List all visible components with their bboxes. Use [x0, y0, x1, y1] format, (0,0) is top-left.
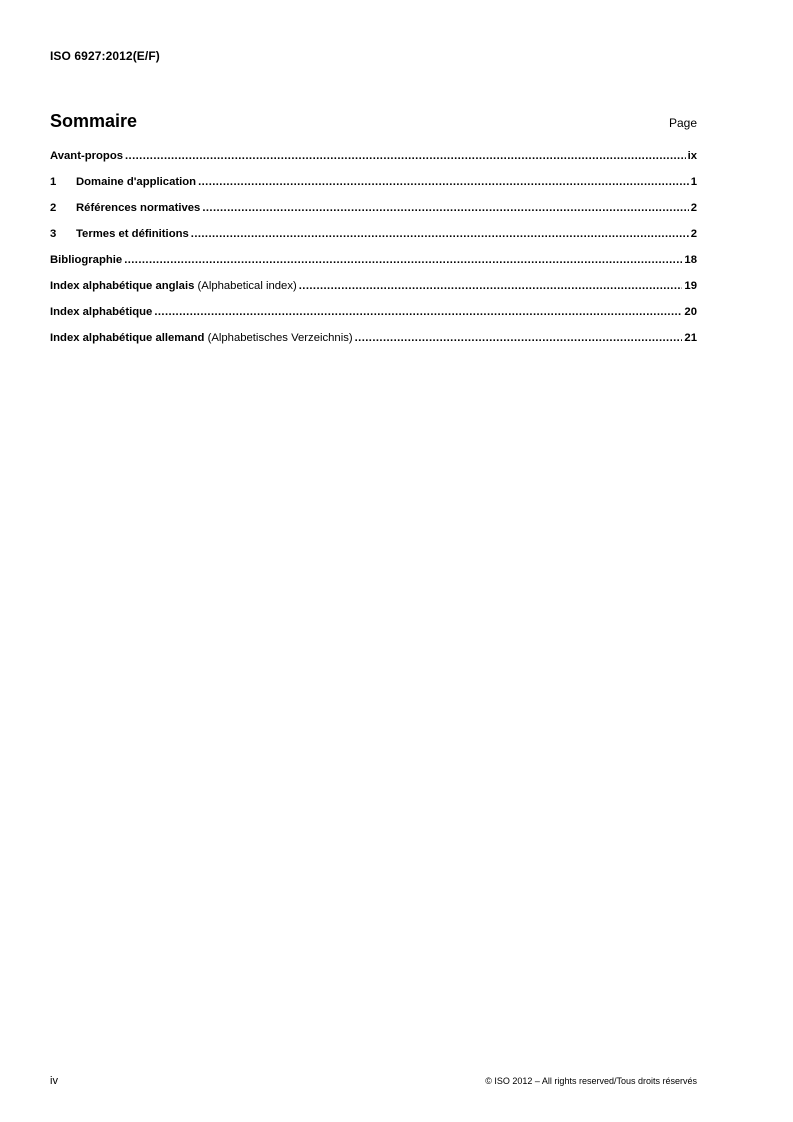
- footer-copyright: © ISO 2012 – All rights reserved/Tous droits réservés: [485, 1076, 697, 1086]
- toc-entry-text: [50, 280, 297, 292]
- toc-heading-row: [50, 111, 697, 132]
- toc-title: Sommaire: [50, 111, 138, 131]
- toc-entry-text-main: Index alphabétique anglais: [50, 280, 195, 292]
- toc-entry-text-main: Index alphabétique allemand: [50, 332, 205, 344]
- toc-entry-page: 1: [690, 176, 697, 188]
- toc-entry-page: 20: [684, 306, 697, 318]
- toc-dot-leader: [202, 202, 688, 214]
- toc-entry-page: 19: [684, 280, 697, 292]
- table-of-contents: [50, 150, 697, 358]
- toc-entry-avant-propos[interactable]: [50, 150, 697, 176]
- toc-entry-page: ix: [687, 150, 697, 162]
- toc-entry-page: 18: [684, 254, 697, 266]
- toc-entry-text: Domaine d'application: [76, 176, 197, 188]
- toc-entry-number: 1: [50, 176, 57, 188]
- toc-dot-leader: [299, 280, 683, 292]
- toc-entry-text-suffix: (Alphabetical index): [194, 280, 297, 292]
- toc-entry-references-normatives[interactable]: [50, 202, 697, 228]
- toc-entry-text: Avant-propos: [50, 150, 124, 162]
- toc-entry-page: 21: [684, 332, 697, 344]
- toc-entry-index-anglais[interactable]: [50, 280, 697, 306]
- toc-entry-number: 2: [50, 202, 57, 214]
- footer-page-number: iv: [50, 1075, 58, 1087]
- toc-entry-text: [50, 332, 353, 344]
- toc-entry-page: 2: [690, 228, 697, 240]
- document-id-header: ISO 6927:2012(E/F): [50, 49, 160, 63]
- toc-entry-domaine-application[interactable]: [50, 176, 697, 202]
- toc-dot-leader: [125, 150, 686, 162]
- toc-dot-leader: [355, 332, 683, 344]
- toc-dot-leader: [191, 228, 689, 240]
- toc-entry-termes-definitions[interactable]: [50, 228, 697, 254]
- toc-dot-leader: [124, 254, 682, 266]
- toc-entry-text: Index alphabétique: [50, 306, 153, 318]
- toc-entry-page: 2: [690, 202, 697, 214]
- toc-entry-text: Termes et définitions: [76, 228, 189, 240]
- page-footer: [50, 1075, 697, 1087]
- toc-entry-index-allemand[interactable]: [50, 332, 697, 358]
- toc-entry-text: Références normatives: [76, 202, 201, 214]
- toc-page-column-label: Page: [668, 116, 697, 130]
- toc-dot-leader: [198, 176, 689, 188]
- toc-entry-index-alphabetique[interactable]: [50, 306, 697, 332]
- toc-entry-text: Bibliographie: [50, 254, 123, 266]
- toc-entry-text-suffix: (Alphabetisches Verzeichnis): [204, 332, 353, 344]
- toc-dot-leader: [154, 306, 682, 318]
- toc-entry-number: 3: [50, 228, 57, 240]
- toc-entry-bibliographie[interactable]: [50, 254, 697, 280]
